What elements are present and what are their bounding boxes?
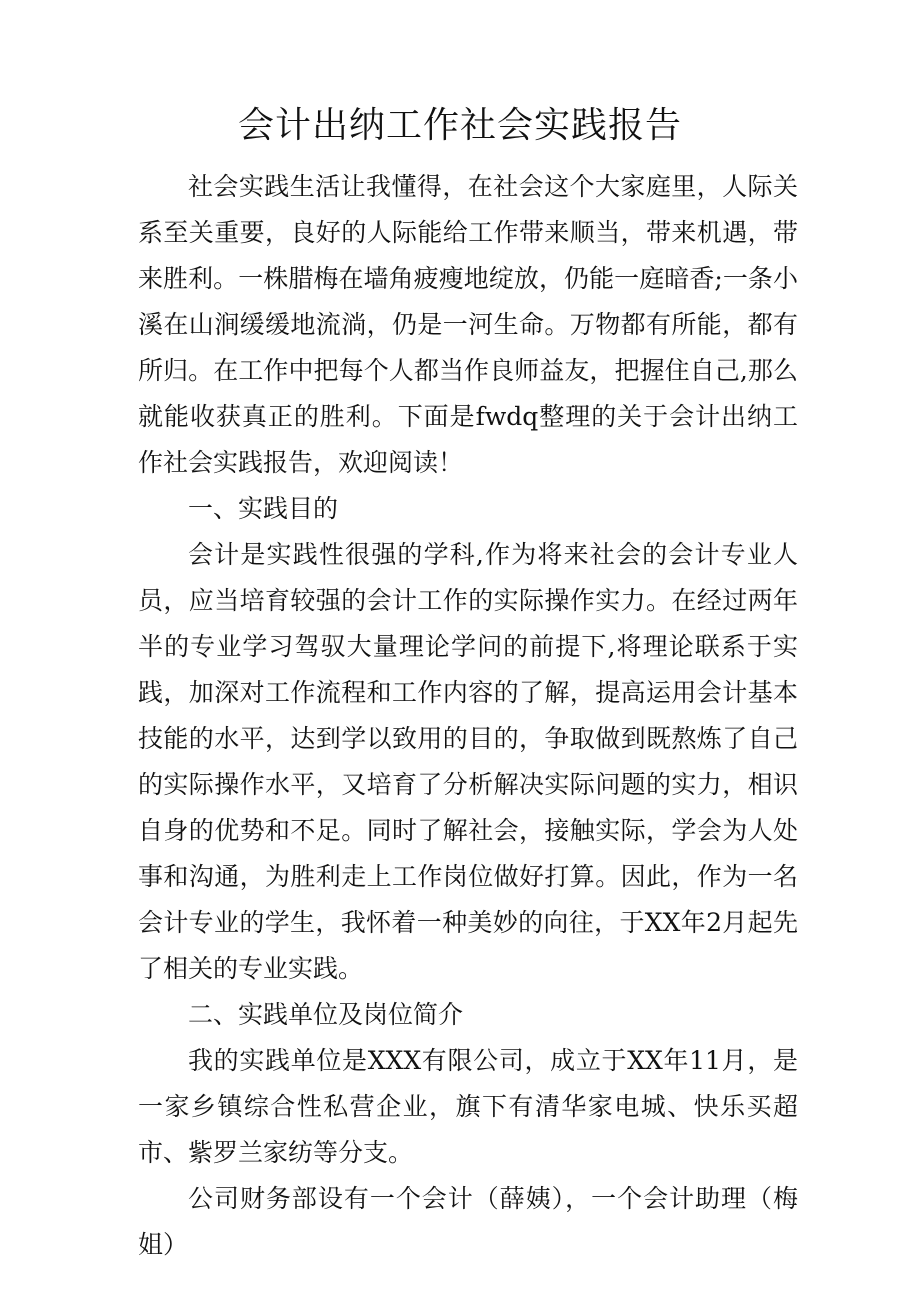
paragraph-intro: 社会实践生活让我懂得，在社会这个大家庭里，人际关系至关重要，良好的人际能给工作带来顺当，带来机遇，带来胜利。一株腊梅在墙角疲瘦地绽放，仍能一庭暗香;一条小溪在山涧缓缓地流淌，仍是一河生命。万物都有所能，都有所归。在工作中把每个人都当作良师益友，把握住自己,那么就能收获真正的胜利。下面是fwdq整理的关于会计出纳工作社会实践报告，欢迎阅读！	[138, 172, 798, 477]
paragraph-finance-dept: 公司财务部设有一个会计（薛姨），一个会计助理（梅姐）	[138, 1184, 798, 1259]
document-title: 会计出纳工作社会实践报告	[237, 105, 682, 146]
paragraph-unit: 我的实践单位是XXX有限公司，成立于XX年11月，是一家乡镇综合性私营企业，旗下有清华家电城、快乐买超市、紫罗兰家纺等分支。	[138, 1046, 798, 1167]
section-heading-purpose: 一、实践目的	[188, 494, 339, 523]
paragraph-purpose: 会计是实践性很强的学科,作为将来社会的会计专业人员，应当培育较强的会计工作的实际操作实力。在经过两年半的专业学习驾驭大量理论学问的前提下,将理论联系于实践，加深对工作流程和工作内容的了解，提高运用会计基本技能的水平，达到学以致用的目的，争取做到既熬炼了自己的实际操作水平，又培育了分析解决实际问题的实力，相识自身的优势和不足。同时了解社会，接触实际，学会为人处事和沟通，为胜利走上工作岗位做好打算。因此，作为一名会计专业的学生，我怀着一种美妙的向往，于XX年2月起先了相关的专业实践。	[138, 540, 798, 983]
document-body	[138, 164, 798, 1268]
section-heading-unit: 二、实践单位及岗位简介	[188, 1000, 464, 1029]
